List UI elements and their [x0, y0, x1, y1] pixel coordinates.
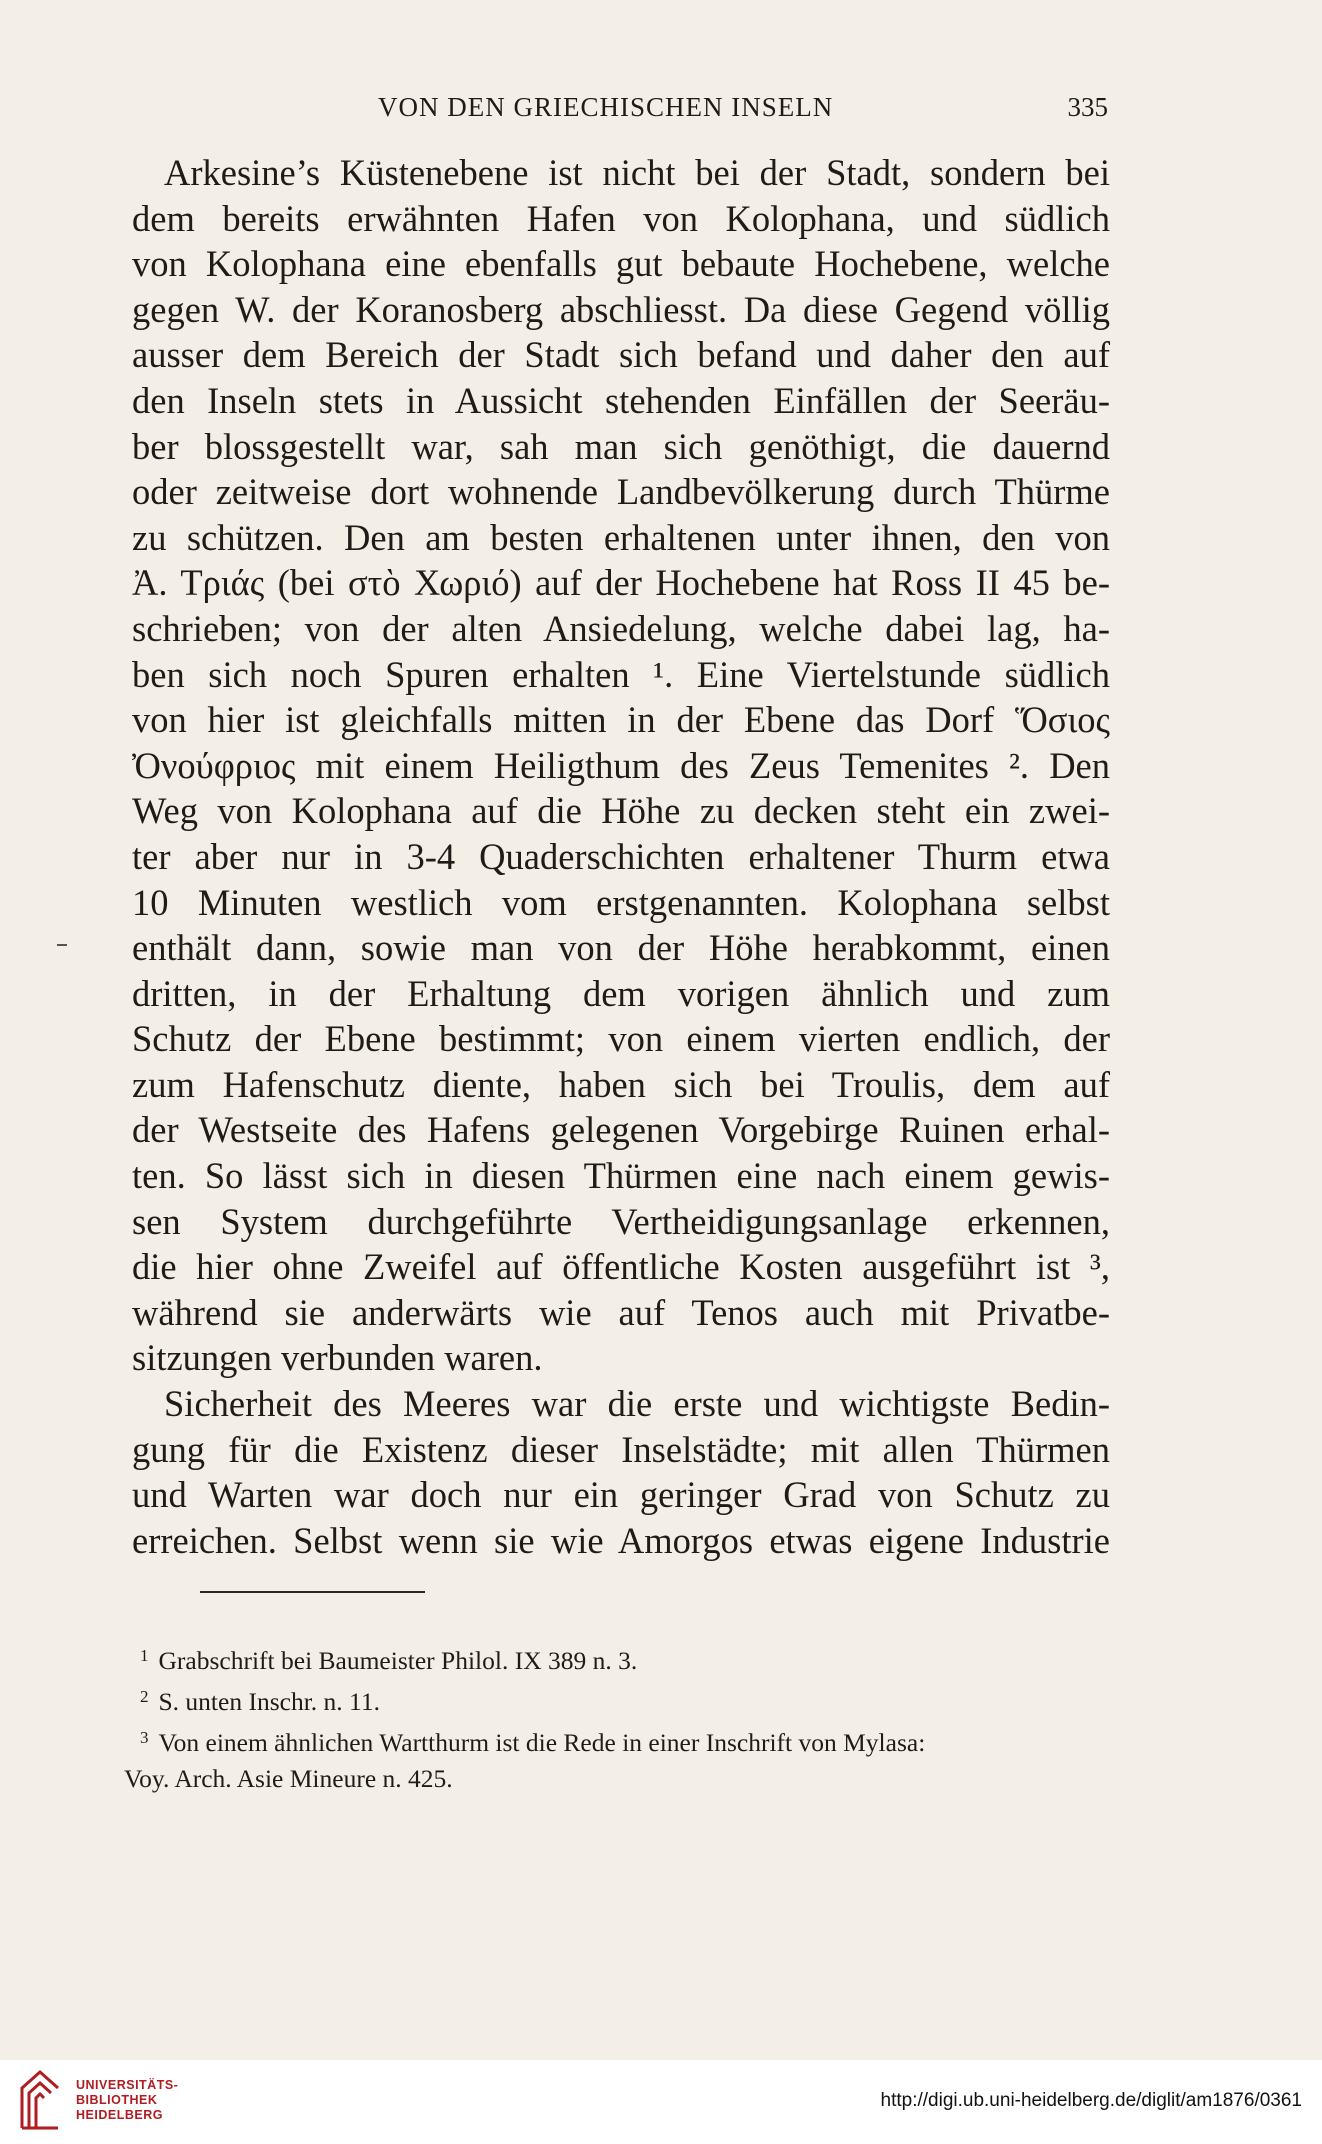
running-title: VON DEN GRIECHISCHEN INSELN [378, 92, 834, 122]
text-line: oder zeitweise dort wohnende Landbevölkerung durch Thürme [132, 471, 1110, 513]
text-line: ausser dem Bereich der Stadt sich befand und daher den auf [132, 334, 1110, 376]
library-name [76, 2078, 178, 2123]
footnote-continuation: Voy. Arch. Asie Mineure n. 425. [124, 1764, 453, 1793]
text-line: zu schützen. Den am besten erhaltenen unter ihnen, den von [132, 516, 1110, 558]
text-line: Arkesine’s Küstenebene ist nicht bei der Stadt, sondern bei [164, 152, 1110, 193]
footnote-rule [200, 1591, 425, 1593]
text-line: ter aber nur in 3-4 Quaderschichten erhaltener Thurm etwa [132, 835, 1110, 877]
running-head [128, 92, 1108, 132]
text-line: während sie anderwärts wie auf Tenos auch mit Privatbe- [132, 1291, 1110, 1333]
library-logo-icon [14, 2066, 66, 2136]
footnote-mark: 2 [140, 1687, 149, 1706]
text-line: Ὀνούφριος mit einem Heiligthum des Zeus Temenites ². Den [132, 744, 1110, 786]
footnote [124, 1638, 1114, 1679]
text-line: gegen W. der Koranosberg abschliesst. Da diese Gegend völlig [132, 288, 1110, 330]
text-line: ber blossgestellt war, sah man sich genöthigt, die dauernd [132, 425, 1110, 467]
footnote [124, 1720, 1114, 1761]
text-line: die hier ohne Zweifel auf öffentliche Kosten ausgeführt ist ³, [132, 1246, 1110, 1288]
text-line: sen System durchgeführte Vertheidigungsanlage erkennen, [132, 1200, 1110, 1242]
text-line: 10 Minuten westlich vom erstgenannten. Kolophana selbst [132, 881, 1110, 923]
text-line: ben sich noch Spuren erhalten ¹. Eine Viertelstunde südlich [132, 653, 1110, 695]
text-line: von Kolophana eine ebenfalls gut bebaute Hochebene, welche [132, 243, 1110, 285]
text-line: sitzungen verbunden waren. [132, 1337, 543, 1379]
footnote-text: Von einem ähnlichen Wartthurm ist die Rede in einer Inschrift von Mylasa: [158, 1728, 926, 1757]
footnote-mark: 1 [140, 1646, 149, 1665]
text-line: Schutz der Ebene bestimmt; von einem vierten endlich, der [132, 1018, 1110, 1060]
library-name-line: HEIDELBERG [76, 2108, 163, 2122]
page-number: 335 [1067, 92, 1108, 122]
library-name-line: UNIVERSITÄTS- [76, 2078, 179, 2092]
footer-bar [0, 2060, 1322, 2144]
text-line: dritten, in der Erhaltung dem vorigen ähnlich und zum [132, 972, 1110, 1014]
text-line: zum Hafenschutz diente, haben sich bei Troulis, dem auf [132, 1063, 1110, 1105]
text-line: von hier ist gleichfalls mitten in der Ebene das Dorf Ὅσιος [132, 699, 1110, 741]
text-line: schrieben; von der alten Ansiedelung, welche dabei lag, ha- [132, 607, 1110, 649]
text-line: Sicherheit des Meeres war die erste und wichtigste Bedin- [164, 1383, 1110, 1425]
footnote [124, 1679, 1114, 1720]
text-line: ten. So lässt sich in diesen Thürmen eine nach einem gewis- [132, 1155, 1110, 1197]
text-line: Weg von Kolophana auf die Höhe zu decken steht ein zwei- [132, 790, 1110, 832]
source-url-link[interactable]: http://digi.ub.uni-heidelberg.de/diglit/am1876/0361 [880, 2090, 1302, 2111]
footnotes [124, 1638, 1114, 1797]
text-line: erreichen. Selbst wenn sie wie Amorgos etwas eigene Industrie [132, 1519, 1110, 1561]
text-line: dem bereits erwähnten Hafen von Kolophana, und südlich [132, 197, 1110, 239]
body-text [132, 150, 1110, 1563]
margin-mark [57, 944, 67, 946]
text-line: der Westseite des Hafens gelegenen Vorgebirge Ruinen erhal- [132, 1109, 1110, 1151]
text-line: enthält dann, sowie man von der Höhe herabkommt, einen [132, 927, 1110, 969]
text-line: den Inseln stets in Aussicht stehenden Einfällen der Seeräu- [132, 379, 1110, 421]
text-line: und Warten war doch nur ein geringer Grad von Schutz zu [132, 1474, 1110, 1516]
text-line: gung für die Existenz dieser Inselstädte; mit allen Thürmen [132, 1428, 1110, 1470]
footnote-text: S. unten Inschr. n. 11. [158, 1687, 380, 1716]
footnote-text: Grabschrift bei Baumeister Philol. IX 389 n. 3. [158, 1646, 638, 1675]
library-name-line: BIBLIOTHEK [76, 2093, 158, 2107]
text-line: Ἀ. Τριάς (bei στὸ Χωριό) auf der Hochebene hat Ross II 45 be- [132, 562, 1110, 604]
footnote-mark: 3 [140, 1728, 149, 1747]
